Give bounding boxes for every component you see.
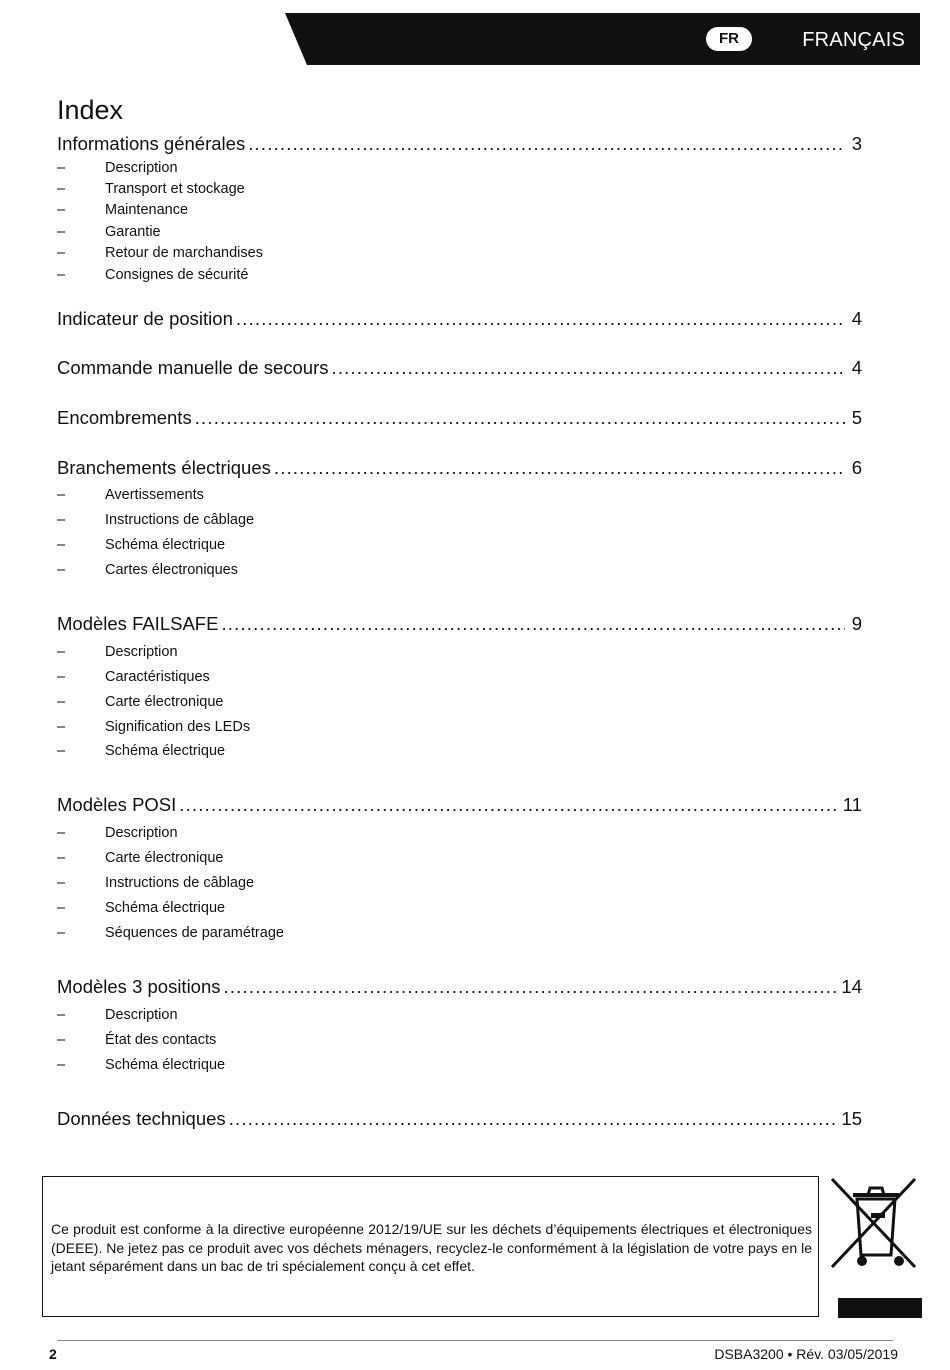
toc-subitem-dash: – bbox=[57, 562, 66, 578]
toc-entry[interactable] bbox=[57, 456, 862, 480]
weee-notice-box bbox=[42, 1176, 819, 1317]
toc-entry-page: 11 bbox=[842, 794, 862, 815]
toc-entry-page: 4 bbox=[851, 308, 862, 329]
toc-entry-label: Indicateur de position bbox=[57, 308, 233, 329]
toc-dot-leader bbox=[221, 612, 845, 636]
crossed-out-wheelie-bin-icon bbox=[829, 1175, 921, 1275]
toc-subitem-dash: – bbox=[57, 850, 66, 866]
toc-subitem-dash: – bbox=[57, 245, 66, 261]
toc-subitem-dash: – bbox=[57, 224, 66, 240]
weee-notice-text: Ce produit est conforme à la directive européenne 2012/19/UE sur les déchets d’équipements électriques et électroniques (DEEE). Ne jetez pas ce produit avec vos déchets ménagers, recyclez-le conformément à la législation de votre pays en le jetant séparément dans un bac de tri spécialement conçu à cet effet. bbox=[51, 1221, 812, 1274]
toc-entry[interactable] bbox=[57, 612, 862, 636]
toc-subitem-label: Carte électronique bbox=[105, 850, 224, 866]
page-number: 2 bbox=[49, 1346, 57, 1362]
toc-entry-page: 15 bbox=[841, 1108, 862, 1129]
index-title: Index bbox=[57, 95, 124, 125]
toc-entry-page: 9 bbox=[851, 613, 862, 634]
toc-subitem-label: Avertissements bbox=[105, 487, 204, 503]
toc-subitem-label: Schéma électrique bbox=[105, 900, 226, 916]
toc-subitem-dash: – bbox=[57, 669, 66, 685]
toc-subitem-label: Maintenance bbox=[105, 202, 189, 218]
toc-entry-label: Modèles 3 positions bbox=[57, 976, 221, 997]
toc-subitem-label: Schéma électrique bbox=[105, 743, 226, 759]
toc-dot-leader bbox=[274, 456, 845, 480]
toc-subitem-dash: – bbox=[57, 719, 66, 735]
toc-subitem-dash: – bbox=[57, 925, 66, 941]
toc-subitem-label: Instructions de câblage bbox=[105, 875, 255, 891]
toc-entry[interactable] bbox=[57, 793, 862, 817]
weee-marking-bar bbox=[838, 1298, 922, 1318]
toc-subitem-dash: – bbox=[57, 181, 66, 197]
toc-subitem-label: État des contacts bbox=[105, 1032, 217, 1048]
toc-entry-page: 5 bbox=[851, 407, 862, 428]
toc-subitem-label: Retour de marchandises bbox=[105, 245, 263, 261]
toc-subitem-label: Séquences de paramétrage bbox=[105, 925, 284, 941]
toc-entry[interactable] bbox=[57, 406, 862, 430]
toc-subitem-dash: – bbox=[57, 825, 66, 841]
toc-entry-label: Modèles FAILSAFE bbox=[57, 613, 219, 634]
toc-entry-page: 14 bbox=[841, 976, 862, 997]
toc-subitem-label: Schéma électrique bbox=[105, 537, 226, 553]
toc-subitem-dash: – bbox=[57, 1007, 66, 1023]
toc-subitem-label: Description bbox=[105, 1007, 178, 1023]
toc-dot-leader bbox=[224, 975, 839, 999]
toc-dot-leader bbox=[195, 406, 845, 430]
toc-entry[interactable] bbox=[57, 132, 862, 156]
toc-subitem-dash: – bbox=[57, 267, 66, 283]
toc-entry-label: Données techniques bbox=[57, 1108, 226, 1129]
toc-subitem-dash: – bbox=[57, 1057, 66, 1073]
toc-subitem-dash: – bbox=[57, 487, 66, 503]
toc-entry-label: Branchements électriques bbox=[57, 457, 271, 478]
toc-subitem-dash: – bbox=[57, 1032, 66, 1048]
toc-subitem-dash: – bbox=[57, 694, 66, 710]
toc-entry[interactable] bbox=[57, 1107, 862, 1131]
toc-subitem-dash: – bbox=[57, 512, 66, 528]
toc-subitem-dash: – bbox=[57, 644, 66, 660]
toc-subitem-label: Description bbox=[105, 160, 178, 176]
toc-subitem-dash: – bbox=[57, 537, 66, 553]
toc-subitem-label: Cartes électroniques bbox=[105, 562, 238, 578]
toc-entry-page: 3 bbox=[851, 133, 862, 154]
toc-subitem-label: Caractéristiques bbox=[105, 669, 210, 685]
toc-entry-page: 4 bbox=[851, 357, 862, 378]
toc-subitem-label: Signification des LEDs bbox=[105, 719, 251, 735]
toc-subitem-label: Garantie bbox=[105, 224, 161, 240]
language-code-badge: FR bbox=[706, 27, 752, 51]
toc-subitem-label: Instructions de câblage bbox=[105, 512, 255, 528]
toc-subitem-dash: – bbox=[57, 875, 66, 891]
toc-entry-label: Commande manuelle de secours bbox=[57, 357, 329, 378]
toc-dot-leader bbox=[248, 132, 845, 156]
toc-subitem-dash: – bbox=[57, 900, 66, 916]
toc-entry[interactable] bbox=[57, 307, 862, 331]
toc-entry-label: Informations générales bbox=[57, 133, 246, 154]
toc-subitem-label: Schéma électrique bbox=[105, 1057, 226, 1073]
language-name: FRANÇAIS bbox=[802, 29, 905, 51]
toc-subitem-label: Description bbox=[105, 644, 178, 660]
toc-dot-leader bbox=[179, 793, 840, 817]
toc-entry-label: Modèles POSI bbox=[57, 794, 177, 815]
toc-entry-label: Encombrements bbox=[57, 407, 192, 428]
toc-subitem-label: Transport et stockage bbox=[105, 181, 245, 197]
toc-dot-leader bbox=[229, 1107, 839, 1131]
toc-entry[interactable] bbox=[57, 975, 862, 999]
toc-subitem-dash: – bbox=[57, 743, 66, 759]
toc-subitem-label: Consignes de sécurité bbox=[105, 267, 249, 283]
toc-dot-leader bbox=[236, 307, 845, 331]
toc-subitem-label: Carte électronique bbox=[105, 694, 224, 710]
footer-rule bbox=[57, 1340, 893, 1341]
toc-subitem-dash: – bbox=[57, 160, 66, 176]
toc-subitem-dash: – bbox=[57, 202, 66, 218]
toc-entry-page: 6 bbox=[851, 457, 862, 478]
toc-entry[interactable] bbox=[57, 356, 862, 380]
toc-subitem-label: Description bbox=[105, 825, 178, 841]
document-reference: DSBA3200 • Rév. 03/05/2019 bbox=[714, 1346, 898, 1362]
toc-dot-leader bbox=[331, 356, 845, 380]
